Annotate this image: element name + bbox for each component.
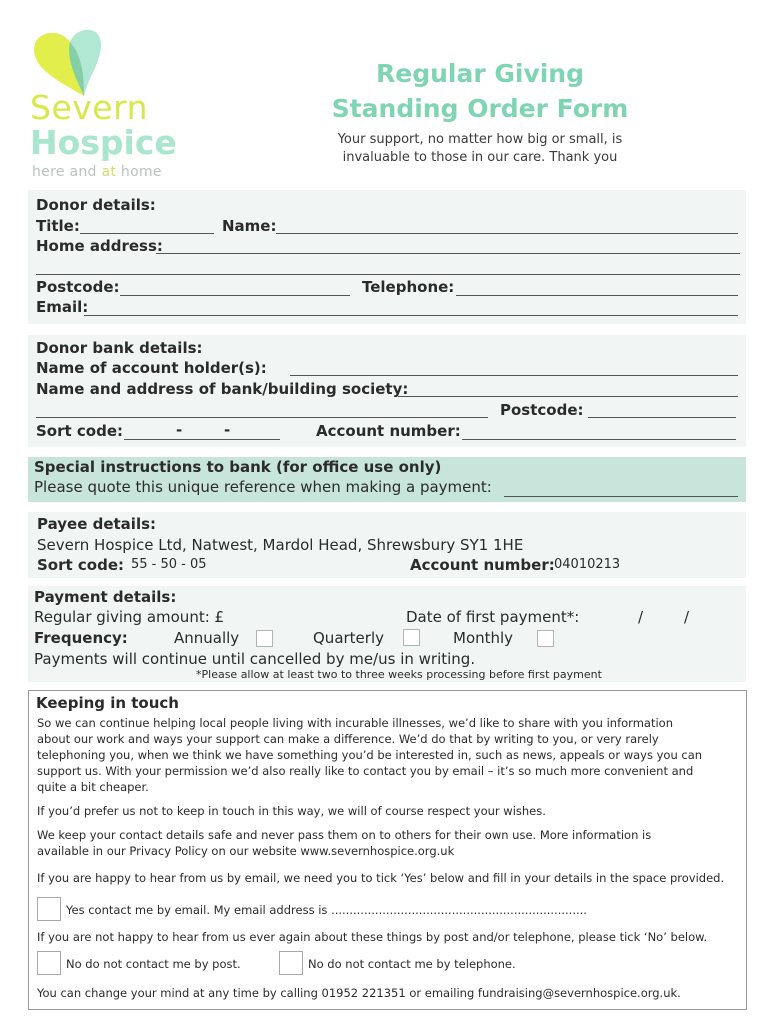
donor-heading: Donor details: bbox=[36, 196, 156, 214]
annually-checkbox[interactable] bbox=[256, 630, 273, 647]
email-field[interactable] bbox=[84, 315, 738, 316]
bank-details-panel bbox=[28, 335, 746, 447]
payee-address: Severn Hospice Ltd, Natwest, Mardol Head, Shrewsbury SY1 1HE bbox=[37, 536, 524, 554]
special-instructions-panel bbox=[28, 457, 746, 502]
payee-sortcode-label: Sort code: bbox=[37, 556, 125, 574]
sortcode-dash-1: - bbox=[176, 421, 183, 439]
special-text: Please quote this unique reference when making a payment: bbox=[34, 478, 492, 496]
name-field[interactable] bbox=[276, 233, 738, 234]
payee-details-panel bbox=[28, 512, 746, 578]
keep-paragraph-5: If you are not happy to hear from us ever again about these things by post and/or telephone, please tick ‘No’ below. bbox=[37, 930, 708, 944]
payment-heading: Payment details: bbox=[34, 588, 177, 606]
yes-email-checkbox[interactable] bbox=[37, 897, 61, 921]
payment-details-panel bbox=[28, 586, 746, 682]
payee-heading: Payee details: bbox=[37, 515, 157, 533]
donor-details-panel bbox=[28, 190, 746, 324]
special-heading: Special instructions to bank (for office use only) bbox=[34, 458, 442, 476]
payee-account-value: 04010213 bbox=[554, 557, 621, 572]
keep-heading: Keeping in touch bbox=[36, 694, 179, 712]
email-address-field[interactable]: ...................................................................... bbox=[331, 903, 587, 917]
address-field-1[interactable] bbox=[156, 253, 740, 254]
email-label: Email: bbox=[36, 298, 89, 316]
bank-postcode-field[interactable] bbox=[588, 417, 736, 418]
bank-name-label: Name and address of bank/building society: bbox=[36, 380, 409, 398]
sortcode-dash-2: - bbox=[224, 421, 231, 439]
postcode-field[interactable] bbox=[120, 295, 350, 296]
bank-address-field[interactable] bbox=[36, 417, 488, 418]
annually-label: Annually bbox=[174, 629, 240, 647]
title-label: Title: bbox=[36, 217, 80, 235]
continue-text: Payments will continue until cancelled by me/us in writing. bbox=[34, 650, 476, 668]
logo-severn: Severn bbox=[30, 88, 148, 127]
keep-paragraph-2: If you’d prefer us not to keep in touch in this way, we will of course respect your wishes. bbox=[37, 804, 546, 818]
processing-note: *Please allow at least two to three weeks processing before first payment bbox=[196, 668, 602, 681]
postcode-label: Postcode: bbox=[36, 278, 120, 296]
no-telephone-checkbox[interactable] bbox=[279, 951, 303, 975]
address-label: Home address: bbox=[36, 237, 163, 255]
keep-paragraph-3: We keep your contact details safe and never pass them on to others for their own use. More information is available in our Privacy Policy on our website www.severnhospice.org.uk bbox=[37, 828, 652, 858]
yes-email-label: Yes contact me by email. My email address is ...................................................................... bbox=[66, 903, 587, 917]
monthly-checkbox[interactable] bbox=[537, 630, 554, 647]
address-field-2[interactable] bbox=[36, 274, 740, 275]
title-field[interactable] bbox=[80, 233, 214, 234]
keep-paragraph-6: You can change your mind at any time by calling 01952 221351 or emailing fundraising@severnhospice.org.uk. bbox=[37, 986, 681, 1000]
account-number-field[interactable] bbox=[462, 439, 736, 440]
logo-hospice: Hospice bbox=[30, 123, 177, 162]
amount-label[interactable]: Regular giving amount: £ bbox=[34, 608, 225, 626]
quarterly-label: Quarterly bbox=[313, 629, 384, 647]
keep-paragraph-1: So we can continue helping local people living with incurable illnesses, we’d like to share with you information about our work and ways your support can make a difference. We’d do that by writing to you, or very rarely telephoning you, when we think we have something you’d be interested in, such as news, appeals or ways you can support us. With your permission we’d also really like to contact you by email – it’s so much more convenient and quite a bit cheaper. bbox=[37, 716, 703, 794]
bank-name-field[interactable] bbox=[398, 396, 738, 397]
date-slash-2: / bbox=[684, 608, 690, 626]
reference-field[interactable] bbox=[504, 496, 738, 497]
sortcode-field[interactable] bbox=[124, 439, 280, 440]
no-post-checkbox[interactable] bbox=[37, 951, 61, 975]
bank-postcode-label: Postcode: bbox=[500, 401, 584, 419]
keep-paragraph-4: If you are happy to hear from us by email, we need you to tick ‘Yes’ below and fill in your details in the space provided. bbox=[37, 871, 725, 885]
form-subtitle: Your support, no matter how big or small, is invaluable to those in our care. Thank you bbox=[337, 132, 623, 165]
holder-label: Name of account holder(s): bbox=[36, 359, 267, 377]
telephone-field[interactable] bbox=[456, 295, 738, 296]
form-title: Regular Giving Standing Order Form bbox=[331, 59, 629, 123]
sortcode-label: Sort code: bbox=[36, 422, 124, 440]
account-number-label: Account number: bbox=[316, 422, 461, 440]
name-label: Name: bbox=[222, 217, 277, 235]
monthly-label: Monthly bbox=[453, 629, 514, 647]
no-post-label: No do not contact me by post. bbox=[66, 957, 241, 971]
no-telephone-label: No do not contact me by telephone. bbox=[308, 957, 516, 971]
logo-heart-icon bbox=[30, 24, 104, 98]
bank-heading: Donor bank details: bbox=[36, 339, 203, 357]
payee-sortcode-value: 55 - 50 - 05 bbox=[131, 557, 207, 572]
logo-tagline: here and at home bbox=[32, 164, 162, 180]
frequency-label: Frequency: bbox=[34, 629, 128, 647]
quarterly-checkbox[interactable] bbox=[403, 629, 420, 646]
telephone-label: Telephone: bbox=[362, 278, 455, 296]
payee-account-label: Account number: bbox=[410, 556, 555, 574]
holder-field[interactable] bbox=[290, 375, 738, 376]
date-slash-1: / bbox=[638, 608, 644, 626]
first-payment-date-label[interactable]: Date of first payment*: bbox=[406, 608, 580, 626]
